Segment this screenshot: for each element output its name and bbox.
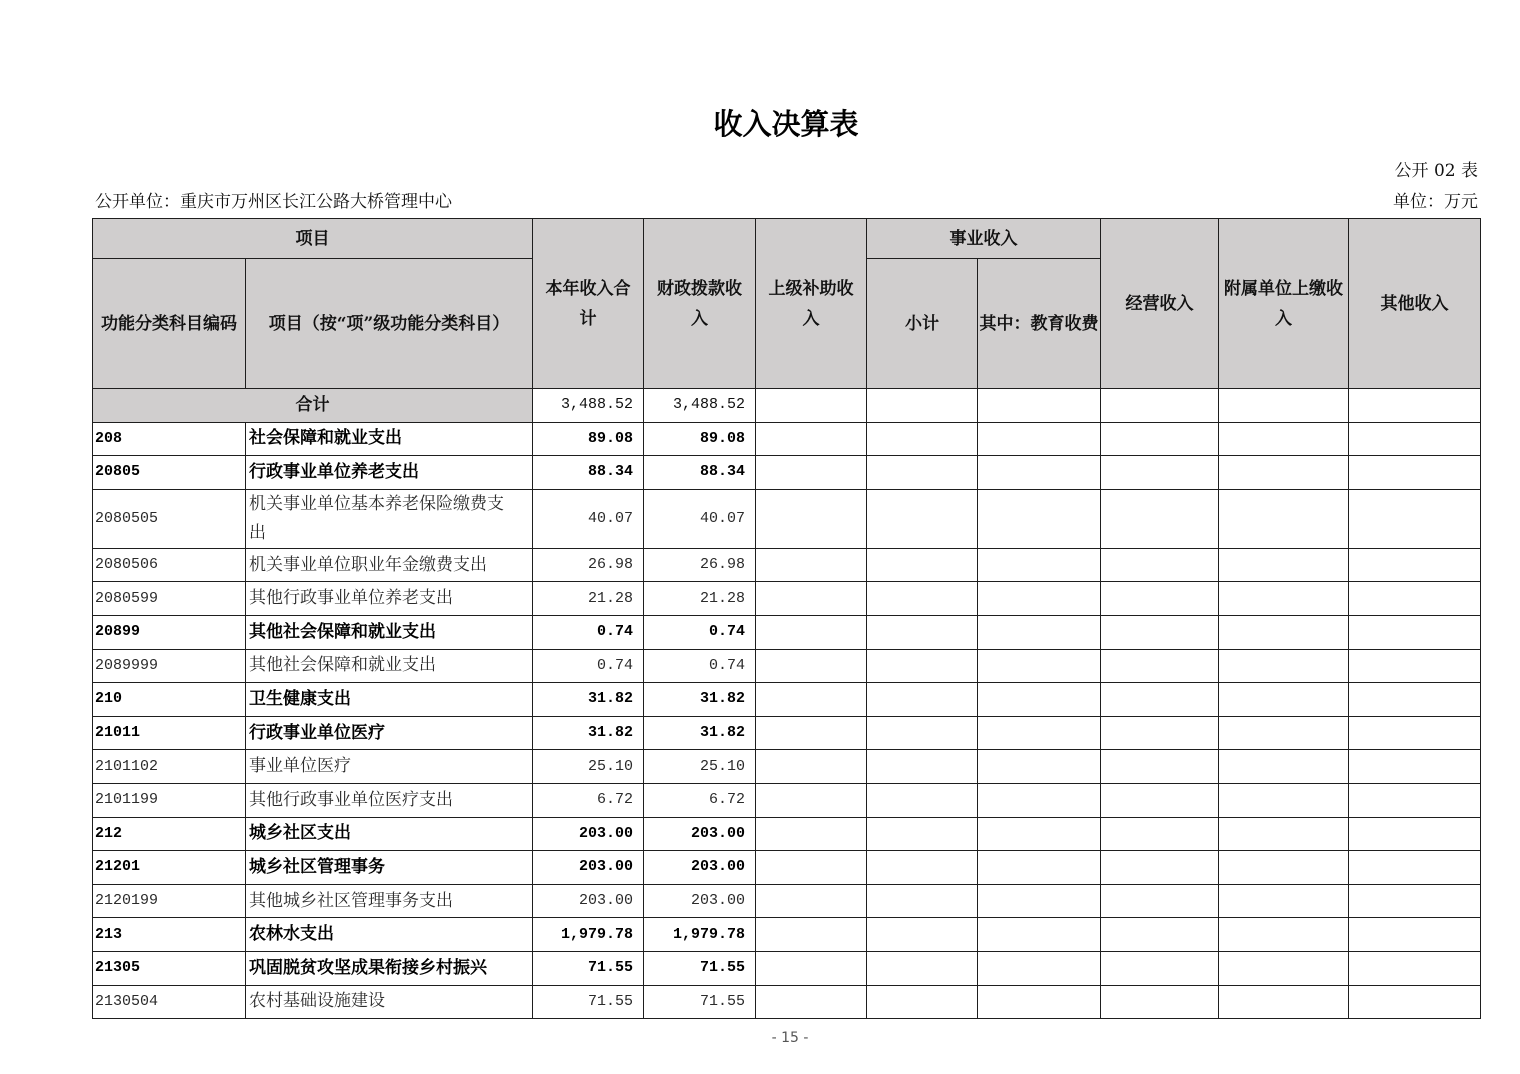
table-row: [93, 750, 1481, 784]
superior-subsidy-cell: [756, 884, 867, 918]
subject-name-cell: [246, 716, 533, 750]
operating-income-cell: [1101, 615, 1219, 649]
superior-subsidy-cell: [756, 783, 867, 817]
total-income-header-label: 本年收入合计: [545, 278, 631, 329]
other-income-cell: [1349, 456, 1481, 490]
subject-name-cell: [246, 548, 533, 582]
subject-name-cell: [246, 851, 533, 885]
total-row: [93, 389, 1481, 423]
affiliated-remittance-cell: [1219, 918, 1349, 952]
subject-name-header: 项目（按“项”级功能分类科目）: [246, 259, 533, 389]
subject-code-cell: 213: [93, 918, 246, 952]
total-income-cell: 21.28: [533, 582, 644, 616]
fiscal-allocation-cell: 89.08: [644, 422, 756, 456]
superior-subsidy-cell: [756, 985, 867, 1019]
subject-name-cell: [246, 750, 533, 784]
operating-income-cell: [1101, 582, 1219, 616]
subject-name-text: 其他社会保障和就业支出: [249, 655, 436, 676]
subject-name-cell: [246, 683, 533, 717]
affiliated-remittance-cell: [1219, 489, 1349, 548]
business-income-subtotal-cell: [867, 615, 978, 649]
total-income-cell: 203.00: [533, 817, 644, 851]
education-fees-cell: [978, 783, 1101, 817]
total-income-header: [533, 219, 644, 389]
affiliated-remittance-cell: [1219, 389, 1349, 423]
superior-subsidy-cell: [756, 918, 867, 952]
superior-subsidy-cell: [756, 456, 867, 490]
other-income-cell: [1349, 884, 1481, 918]
fiscal-allocation-header-label: 财政拨款收入: [657, 278, 742, 329]
business-income-subtotal-cell: [867, 884, 978, 918]
affiliated-remittance-cell: [1219, 548, 1349, 582]
table-row: [93, 783, 1481, 817]
education-fees-cell: [978, 489, 1101, 548]
operating-income-cell: [1101, 548, 1219, 582]
table-header: [93, 219, 1481, 389]
amount-unit: 单位：万元: [1393, 192, 1478, 212]
education-fees-cell: [978, 750, 1101, 784]
superior-subsidy-cell: [756, 951, 867, 985]
operating-income-cell: [1101, 389, 1219, 423]
fiscal-allocation-header: [644, 219, 756, 389]
subject-name-text: 城乡社区管理事务: [249, 856, 385, 877]
education-fees-cell: [978, 422, 1101, 456]
subject-name-text: 城乡社区支出: [249, 823, 351, 844]
operating-income-cell: [1101, 649, 1219, 683]
subject-name-cell: [246, 783, 533, 817]
subject-name-cell: [246, 422, 533, 456]
subject-name-text: 事业单位医疗: [249, 756, 351, 777]
total-income-cell: 0.74: [533, 615, 644, 649]
affiliated-remittance-cell: [1219, 951, 1349, 985]
subject-code-header: 功能分类科目编码: [93, 259, 246, 389]
affiliated-remittance-cell: [1219, 582, 1349, 616]
total-income-cell: 203.00: [533, 851, 644, 885]
other-income-cell: [1349, 750, 1481, 784]
table-row: [93, 489, 1481, 548]
affiliated-remittance-cell: [1219, 716, 1349, 750]
fiscal-allocation-cell: 203.00: [644, 817, 756, 851]
fiscal-allocation-cell: 203.00: [644, 884, 756, 918]
education-fees-cell: [978, 951, 1101, 985]
subject-name-text: 卫生健康支出: [249, 688, 351, 709]
subject-name-cell: [246, 456, 533, 490]
education-fees-cell: [978, 985, 1101, 1019]
business-income-subtotal-cell: [867, 649, 978, 683]
total-income-cell: 31.82: [533, 683, 644, 717]
education-fees-cell: [978, 918, 1101, 952]
fiscal-allocation-cell: 71.55: [644, 985, 756, 1019]
business-income-subtotal-cell: [867, 750, 978, 784]
operating-income-cell: [1101, 716, 1219, 750]
fiscal-allocation-cell: 1,979.78: [644, 918, 756, 952]
other-income-cell: [1349, 489, 1481, 548]
total-income-cell: 25.10: [533, 750, 644, 784]
total-income-cell: 71.55: [533, 985, 644, 1019]
operating-income-cell: [1101, 750, 1219, 784]
table-row: [93, 716, 1481, 750]
business-income-subtotal-cell: [867, 456, 978, 490]
subject-code-cell: 21201: [93, 851, 246, 885]
table-body: [93, 389, 1481, 1019]
table-row: [93, 456, 1481, 490]
education-fees-cell: [978, 683, 1101, 717]
subject-name-cell: [246, 884, 533, 918]
form-number: 公开 02 表: [1394, 161, 1478, 181]
total-income-cell: 31.82: [533, 716, 644, 750]
affiliated-remittance-header: [1219, 219, 1349, 389]
other-income-header: 其他收入: [1349, 219, 1481, 389]
header-row-top: [93, 219, 1481, 259]
subject-code-cell: 20899: [93, 615, 246, 649]
subject-name-text: 其他城乡社区管理事务支出: [249, 890, 453, 911]
subject-code-cell: 212: [93, 817, 246, 851]
total-income-cell: 71.55: [533, 951, 644, 985]
superior-subsidy-cell: [756, 548, 867, 582]
table-row: [93, 951, 1481, 985]
business-income-subtotal-cell: [867, 489, 978, 548]
affiliated-remittance-cell: [1219, 750, 1349, 784]
income-final-accounts-table: [92, 218, 1481, 1019]
fiscal-allocation-cell: 3,488.52: [644, 389, 756, 423]
operating-income-cell: [1101, 918, 1219, 952]
fiscal-allocation-cell: 40.07: [644, 489, 756, 548]
fiscal-allocation-cell: 26.98: [644, 548, 756, 582]
superior-subsidy-cell: [756, 389, 867, 423]
superior-subsidy-cell: [756, 422, 867, 456]
subject-name-cell: [246, 985, 533, 1019]
table-row: [93, 884, 1481, 918]
education-fees-cell: [978, 884, 1101, 918]
total-income-cell: 88.34: [533, 456, 644, 490]
affiliated-remittance-cell: [1219, 985, 1349, 1019]
subject-name-text: 机关事业单位基本养老保险缴费支出: [249, 493, 504, 543]
other-income-cell: [1349, 615, 1481, 649]
subject-code-cell: 21305: [93, 951, 246, 985]
other-income-cell: [1349, 389, 1481, 423]
business-income-subtotal-header: 小计: [867, 259, 978, 389]
education-fees-cell: [978, 582, 1101, 616]
superior-subsidy-cell: [756, 489, 867, 548]
other-income-cell: [1349, 582, 1481, 616]
fiscal-allocation-cell: 21.28: [644, 582, 756, 616]
fiscal-allocation-cell: 0.74: [644, 649, 756, 683]
education-fees-cell: [978, 716, 1101, 750]
other-income-cell: [1349, 817, 1481, 851]
subject-code-cell: 2101102: [93, 750, 246, 784]
table-row: [93, 615, 1481, 649]
subject-name-text: 机关事业单位职业年金缴费支出: [249, 554, 487, 575]
subject-name-text: 巩固脱贫攻坚成果衔接乡村振兴: [249, 957, 487, 978]
subject-name-cell: [246, 918, 533, 952]
affiliated-remittance-cell: [1219, 422, 1349, 456]
project-group-header: 项目: [93, 219, 533, 259]
table-row: [93, 649, 1481, 683]
education-fees-cell: [978, 615, 1101, 649]
subject-name-cell: [246, 489, 533, 548]
total-income-cell: 203.00: [533, 884, 644, 918]
subject-name-cell: [246, 615, 533, 649]
superior-subsidy-header: [756, 219, 867, 389]
total-row-label: 合计: [93, 389, 533, 423]
other-income-cell: [1349, 985, 1481, 1019]
subject-name-cell: [246, 582, 533, 616]
subject-code-cell: 2120199: [93, 884, 246, 918]
affiliated-remittance-header-label: 附属单位上缴收入: [1224, 278, 1343, 329]
education-fees-cell: [978, 817, 1101, 851]
business-income-subtotal-cell: [867, 422, 978, 456]
other-income-cell: [1349, 951, 1481, 985]
reporting-unit: 公开单位：重庆市万州区长江公路大桥管理中心: [95, 192, 452, 212]
total-income-cell: 1,979.78: [533, 918, 644, 952]
subject-name-cell: [246, 649, 533, 683]
total-income-cell: 6.72: [533, 783, 644, 817]
fiscal-allocation-cell: 0.74: [644, 615, 756, 649]
subject-name-text: 其他行政事业单位医疗支出: [249, 789, 453, 810]
other-income-cell: [1349, 716, 1481, 750]
business-income-subtotal-cell: [867, 582, 978, 616]
education-fees-header: 其中：教育收费: [978, 259, 1101, 389]
education-fees-cell: [978, 548, 1101, 582]
subject-code-cell: 2089999: [93, 649, 246, 683]
operating-income-cell: [1101, 951, 1219, 985]
subject-name-text: 农村基础设施建设: [249, 991, 385, 1012]
table-row: [93, 851, 1481, 885]
total-income-cell: 26.98: [533, 548, 644, 582]
subject-code-cell: 210: [93, 683, 246, 717]
operating-income-cell: [1101, 489, 1219, 548]
superior-subsidy-cell: [756, 582, 867, 616]
operating-income-cell: [1101, 817, 1219, 851]
operating-income-cell: [1101, 851, 1219, 885]
education-fees-cell: [978, 851, 1101, 885]
business-income-subtotal-cell: [867, 817, 978, 851]
business-income-subtotal-cell: [867, 951, 978, 985]
education-fees-cell: [978, 389, 1101, 423]
subject-name-text: 其他社会保障和就业支出: [249, 621, 436, 642]
other-income-cell: [1349, 918, 1481, 952]
fiscal-allocation-cell: 6.72: [644, 783, 756, 817]
subject-code-cell: 21011: [93, 716, 246, 750]
page-number: - 15 -: [771, 1030, 809, 1046]
fiscal-allocation-cell: 31.82: [644, 716, 756, 750]
operating-income-cell: [1101, 884, 1219, 918]
affiliated-remittance-cell: [1219, 683, 1349, 717]
affiliated-remittance-cell: [1219, 817, 1349, 851]
superior-subsidy-cell: [756, 750, 867, 784]
table-row: [93, 422, 1481, 456]
business-income-subtotal-cell: [867, 783, 978, 817]
table-row: [93, 918, 1481, 952]
affiliated-remittance-cell: [1219, 456, 1349, 490]
other-income-cell: [1349, 783, 1481, 817]
subject-name-text: 社会保障和就业支出: [249, 428, 402, 449]
table-row: [93, 548, 1481, 582]
subject-name-text: 行政事业单位养老支出: [249, 461, 419, 482]
fiscal-allocation-cell: 88.34: [644, 456, 756, 490]
document-title: 收入决算表: [713, 107, 859, 141]
superior-subsidy-cell: [756, 817, 867, 851]
fiscal-allocation-cell: 203.00: [644, 851, 756, 885]
subject-code-cell: 20805: [93, 456, 246, 490]
operating-income-cell: [1101, 783, 1219, 817]
superior-subsidy-cell: [756, 851, 867, 885]
other-income-cell: [1349, 422, 1481, 456]
subject-name-text: 行政事业单位医疗: [249, 722, 385, 743]
other-income-cell: [1349, 851, 1481, 885]
operating-income-cell: [1101, 683, 1219, 717]
fiscal-allocation-cell: 71.55: [644, 951, 756, 985]
superior-subsidy-cell: [756, 716, 867, 750]
table-row: [93, 683, 1481, 717]
superior-subsidy-cell: [756, 649, 867, 683]
other-income-cell: [1349, 649, 1481, 683]
subject-name-cell: [246, 951, 533, 985]
subject-code-cell: 2080599: [93, 582, 246, 616]
affiliated-remittance-cell: [1219, 783, 1349, 817]
other-income-cell: [1349, 683, 1481, 717]
affiliated-remittance-cell: [1219, 615, 1349, 649]
affiliated-remittance-cell: [1219, 649, 1349, 683]
affiliated-remittance-cell: [1219, 884, 1349, 918]
business-income-subtotal-cell: [867, 716, 978, 750]
subject-name-text: 其他行政事业单位养老支出: [249, 588, 453, 609]
other-income-cell: [1349, 548, 1481, 582]
subject-name-text: 农林水支出: [249, 924, 334, 945]
total-income-cell: 89.08: [533, 422, 644, 456]
total-income-cell: 40.07: [533, 489, 644, 548]
total-income-cell: 3,488.52: [533, 389, 644, 423]
education-fees-cell: [978, 456, 1101, 490]
fiscal-allocation-cell: 25.10: [644, 750, 756, 784]
subject-code-cell: 2101199: [93, 783, 246, 817]
operating-income-cell: [1101, 456, 1219, 490]
subject-code-cell: 208: [93, 422, 246, 456]
total-income-cell: 0.74: [533, 649, 644, 683]
table-row: [93, 582, 1481, 616]
subject-code-cell: 2080505: [93, 489, 246, 548]
business-income-subtotal-cell: [867, 548, 978, 582]
business-income-group-header: 事业收入: [867, 219, 1101, 259]
business-income-subtotal-cell: [867, 918, 978, 952]
subject-code-cell: 2080506: [93, 548, 246, 582]
business-income-subtotal-cell: [867, 683, 978, 717]
superior-subsidy-header-label: 上级补助收入: [768, 278, 854, 329]
operating-income-cell: [1101, 985, 1219, 1019]
operating-income-header: 经营收入: [1101, 219, 1219, 389]
operating-income-cell: [1101, 422, 1219, 456]
superior-subsidy-cell: [756, 683, 867, 717]
business-income-subtotal-cell: [867, 851, 978, 885]
fiscal-allocation-cell: 31.82: [644, 683, 756, 717]
business-income-subtotal-cell: [867, 389, 978, 423]
affiliated-remittance-cell: [1219, 851, 1349, 885]
subject-name-cell: [246, 817, 533, 851]
education-fees-cell: [978, 649, 1101, 683]
business-income-subtotal-cell: [867, 985, 978, 1019]
superior-subsidy-cell: [756, 615, 867, 649]
table-row: [93, 985, 1481, 1019]
subject-code-cell: 2130504: [93, 985, 246, 1019]
table-row: [93, 817, 1481, 851]
